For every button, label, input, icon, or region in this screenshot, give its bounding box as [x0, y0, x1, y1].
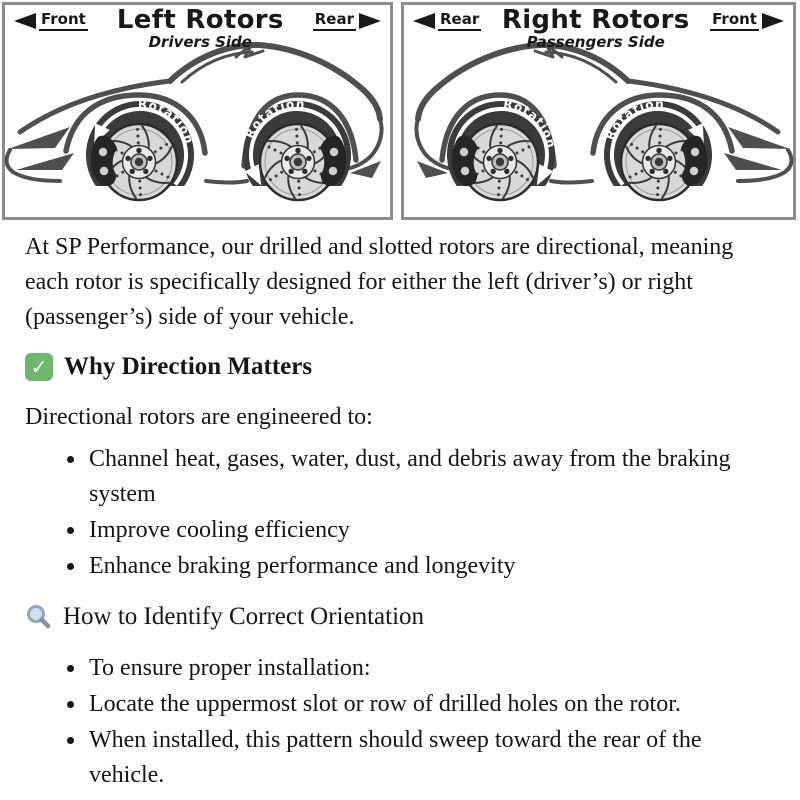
left-panel-titles: [117, 7, 284, 52]
list-item: • Channel heat, gases, water, dust, and debris away from the braking system: [87, 442, 739, 512]
right-panel-titles: [502, 7, 690, 52]
right-panel-header: [402, 5, 795, 52]
list-item: • When installed, this pattern should sweep toward the rear of the vehicle.: [87, 723, 739, 793]
section-why-direction-matters-heading: [25, 349, 770, 384]
section-title: Why Direction Matters: [64, 353, 313, 380]
section-title: How to Identify Correct Orientation: [63, 603, 425, 630]
front-label: Front: [710, 12, 759, 31]
left-arrow-icon: [413, 13, 435, 29]
directional-rotors-lead: Directional rotors are engineered to:: [25, 404, 373, 430]
left-panel-header: [3, 5, 392, 52]
right-panel-subtitle: Passengers Side: [526, 33, 665, 52]
list-item: • Enhance braking performance and longevity: [87, 549, 739, 584]
rotor-direction-diagram: [0, 0, 800, 222]
left-panel-subtitle: Drivers Side: [148, 33, 252, 52]
front-direction-indicator: [710, 12, 784, 31]
right-arrow-icon: [359, 13, 381, 29]
section-identify-orientation-heading: [25, 599, 770, 634]
left-panel-title: Left Rotors: [116, 5, 284, 35]
right-arrow-icon: [762, 13, 784, 29]
rear-label: Rear: [313, 12, 356, 31]
left-arrow-icon: [14, 13, 36, 29]
list-item: • To ensure proper installation:: [87, 651, 739, 686]
list-item: • Improve cooling efficiency: [87, 513, 739, 548]
article-content: [0, 222, 800, 793]
rear-direction-indicator: [313, 12, 381, 31]
check-mark-icon: [25, 353, 53, 381]
magnifying-glass-icon: [25, 603, 52, 630]
rotation-label: Rotation: [602, 96, 666, 143]
front-label: Front: [39, 12, 88, 31]
identify-orientation-bullet-list: [25, 651, 770, 793]
list-item: • Locate the uppermost slot or row of drilled holes on the rotor.: [87, 687, 739, 722]
rear-label: Rear: [438, 12, 481, 31]
intro-paragraph: At SP Performance, our drilled and slotted rotors are directional, meaning each rotor is specifically designed for either the left (driver’s) or right (passenger’s) side of your vehicle.: [25, 234, 734, 330]
why-direction-bullet-list: [25, 442, 770, 584]
rotation-label: Rotation: [242, 96, 306, 141]
front-direction-indicator: [14, 12, 88, 31]
rear-direction-indicator: [413, 12, 481, 31]
rotation-label: Rotation: [137, 96, 197, 147]
rotation-label: Rotation: [502, 96, 559, 150]
right-panel-title: Right Rotors: [501, 5, 690, 35]
